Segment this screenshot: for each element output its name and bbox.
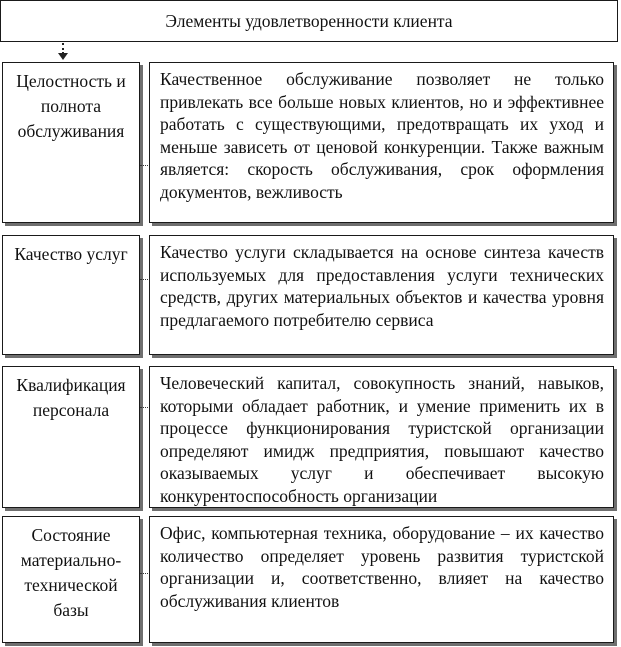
element-label-4: Состояние материально-технической базы [20, 525, 122, 620]
element-label-2: Качество услуг [14, 244, 128, 264]
diagram-title [0, 0, 618, 42]
down-arrow-icon [58, 53, 68, 60]
element-description-2: Качество услуги складывается на основе синтеза качеств используемых для предоставления услуги технических средств, других материальных объектов и качества уровня предлагаемого потребителю сервиса [160, 242, 604, 330]
element-description-1: Качественное обслуживание позволяет не только привлекать все больше новых клиентов, но и эффективнее работать с существующими, предотвращать их уход и меньше зависеть от ценовой конкуренции. Также важным является: скорость обслуживания, срок оформления документов, вежливость [160, 69, 604, 202]
element-description-box-2 [149, 235, 614, 355]
element-label-box-4 [2, 516, 140, 643]
element-label-box-3 [2, 366, 140, 508]
diagram-title-text: Элементы удовлетворенности клиента [165, 10, 453, 31]
element-label-box-1 [2, 62, 140, 223]
element-description-box-1 [149, 62, 614, 223]
element-label-box-2 [2, 235, 140, 355]
element-description-3: Человеческий капитал, совокупность знаний, навыков, которыми обладает работник, и умение применить их в процессе функционирования туристской организации определяют имидж предприятия, повышают качество оказываемых услуг и обеспечивает высокую конкурентоспособность организации [160, 373, 604, 506]
element-description-4: Офис, компьютерная техника, оборудование – их качество количество определяет уровень развития туристской организации и, соответственно, влияет на качество обслуживания клиентов [160, 523, 604, 611]
element-label-1: Целостность и полнота обслуживания [16, 71, 126, 141]
element-label-3: Квалификация персонала [16, 375, 126, 420]
element-description-box-4 [149, 516, 614, 643]
element-description-box-3 [149, 366, 614, 508]
